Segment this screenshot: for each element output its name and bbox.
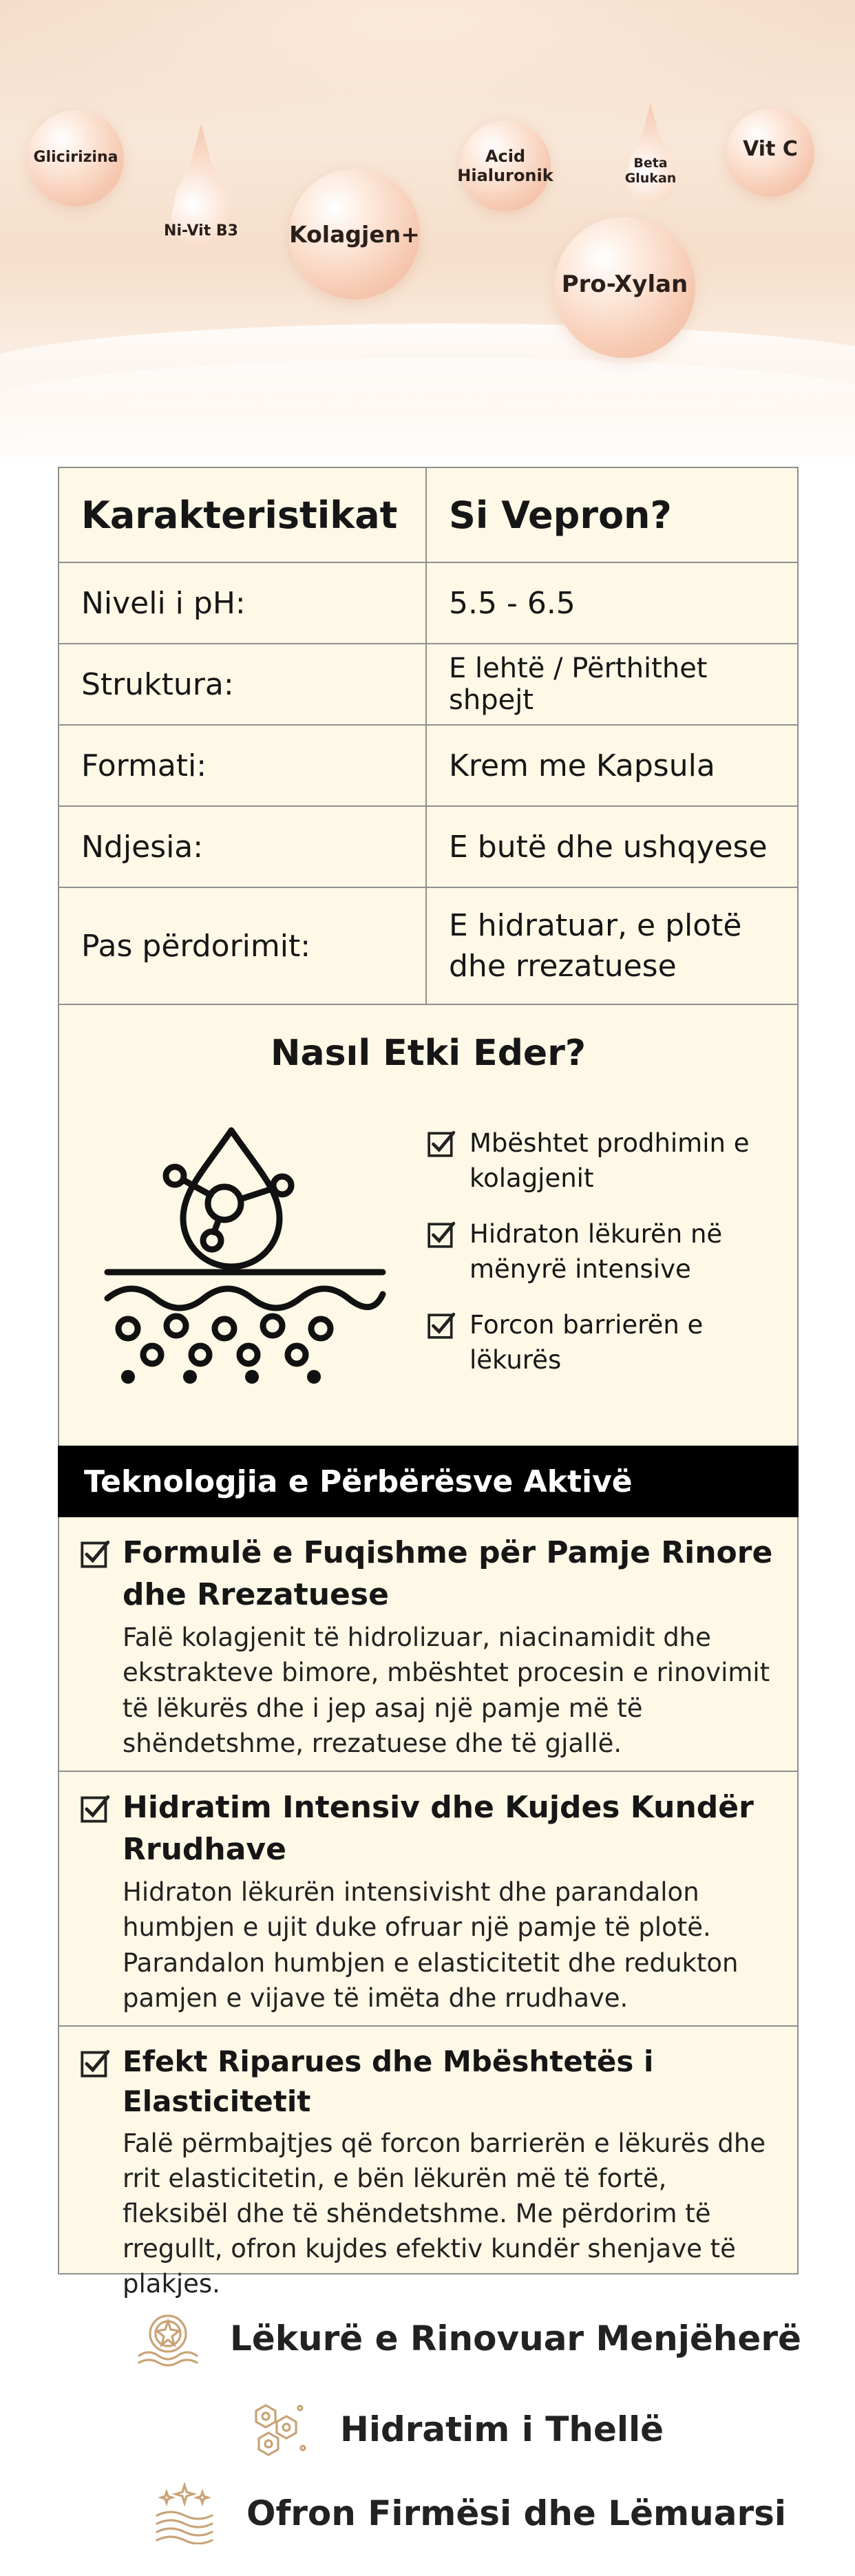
- table-row: [59, 807, 797, 888]
- technology-item-title: Efekt Riparues dhe Mbështetës i Elasticitetit: [123, 2045, 654, 2118]
- technology-item: [59, 1517, 797, 1772]
- how-it-works-item: Mbështet prodhimin e kolagjenit: [469, 1128, 750, 1194]
- table-row: [59, 563, 797, 644]
- technology-item: [59, 1772, 797, 2027]
- checkbox-check-icon: [427, 1130, 456, 1159]
- list-item: [427, 1126, 785, 1196]
- checkbox-check-icon: [80, 1539, 110, 1570]
- table-row-value: E lehtë / Përthithet shpejt: [449, 653, 708, 716]
- checkbox-check-icon: [427, 1221, 456, 1249]
- table-row-value: 5.5 - 6.5: [449, 585, 576, 621]
- benefit-text: Lëkurë e Rinovuar Menjëherë: [230, 2319, 801, 2358]
- table-row-label: Ndjesia:: [59, 807, 427, 887]
- checkbox-check-icon: [80, 1794, 110, 1824]
- table-row-value: Krem me Kapsula: [449, 748, 715, 783]
- list-item: [427, 1216, 785, 1287]
- list-item: [427, 1307, 785, 1377]
- ingredient-label: Vit C: [743, 137, 798, 161]
- table-row-label: Niveli i pH:: [59, 563, 427, 643]
- table-row-label: Struktura:: [59, 644, 427, 724]
- product-info-panel: [58, 467, 799, 2299]
- skin-dots-icon: [101, 1356, 403, 1391]
- how-it-works-list: [427, 1126, 785, 1398]
- benefit-item: [151, 2482, 786, 2544]
- how-it-works-item: Hidraton lëkurën në mënyrë intensive: [469, 1219, 723, 1285]
- how-it-works-title: Nasıl Etki Eder?: [270, 1033, 587, 1074]
- benefit-item: [245, 2398, 664, 2460]
- technology-item: [59, 2027, 797, 2299]
- technology-item-title: Hidratim Intensiv dhe Kujdes Kundër Rrudhave: [123, 1790, 754, 1867]
- technology-section-title: Teknologjia e Përbërësve Aktivë: [58, 1446, 799, 1517]
- hero-wave: [0, 358, 855, 468]
- ingredient-label: Acid Hialuronik: [457, 147, 553, 185]
- table-row-label: Pas përdorimit:: [59, 888, 427, 1004]
- technology-item-body: Hidraton lëkurën intensivisht dhe parandalon humbjen e ujit duke ofruar një pamje të plotë. Parandalon humbjen e elasticitetit dhe redukton pamjen e vijave të imëta dhe rrudhave.: [123, 1877, 739, 2013]
- table-row-value: E butë dhe ushqyese: [449, 829, 768, 865]
- how-it-works-item: Forcon barrierën e lëkurës: [469, 1310, 704, 1375]
- checkbox-check-icon: [427, 1311, 456, 1340]
- table-row-value: E hidratuar, e plotë dhe rrezatuese: [449, 907, 742, 984]
- hero-ingredients-banner: [0, 0, 855, 468]
- benefit-item: [135, 2308, 801, 2369]
- ingredient-label: Kolagjen+: [289, 221, 420, 248]
- table-row: [59, 644, 797, 726]
- table-row: [59, 888, 797, 1005]
- table-row: [59, 726, 797, 807]
- molecules-icon: [245, 2398, 311, 2460]
- renewed-skin-icon: [135, 2308, 201, 2369]
- technology-item-title: Formulë e Fuqishme për Pamje Rinore dhe Rrezatuese: [123, 1535, 773, 1612]
- checkbox-check-icon: [80, 2049, 110, 2079]
- ingredient-drop: [616, 103, 685, 207]
- table-row-label: Formati:: [59, 726, 427, 805]
- technology-item-body: Falë përmbajtjes që forcon barrierën e lëkurës dhe rrit elasticitetin, e bën lëkurën më të fortë, fleksibël dhe të shëndetshme. Me përdorim të rregullt, ofron kujdes efektiv kundër shenjave të plakjes.: [123, 2128, 766, 2299]
- sparkle-layers-icon: [151, 2482, 218, 2544]
- ingredient-label: Glicirizina: [33, 149, 118, 166]
- technology-item-body: Falë kolagjenit të hidrolizuar, niacinamidit dhe ekstrakteve bimore, mbështet procesin e rinovimit të lëkurës dhe i jep asaj një pamje më të shëndetshme, rrezatuese dhe të gjallë.: [123, 1623, 770, 1758]
- table-header-characteristics: Karakteristikat: [59, 468, 427, 562]
- ingredient-label: Pro-Xylan: [561, 271, 688, 298]
- ingredient-label: Beta Glukan: [624, 156, 677, 186]
- ingredient-label: Ni-Vit B3: [164, 222, 238, 240]
- skin-absorption-icon: [101, 1122, 403, 1377]
- table-header-how: Si Vepron?: [449, 493, 672, 537]
- benefit-text: Ofron Firmësi dhe Lëmuarsi: [246, 2493, 787, 2533]
- benefit-text: Hidratim i Thellë: [340, 2409, 664, 2449]
- table-header-row: [59, 468, 797, 563]
